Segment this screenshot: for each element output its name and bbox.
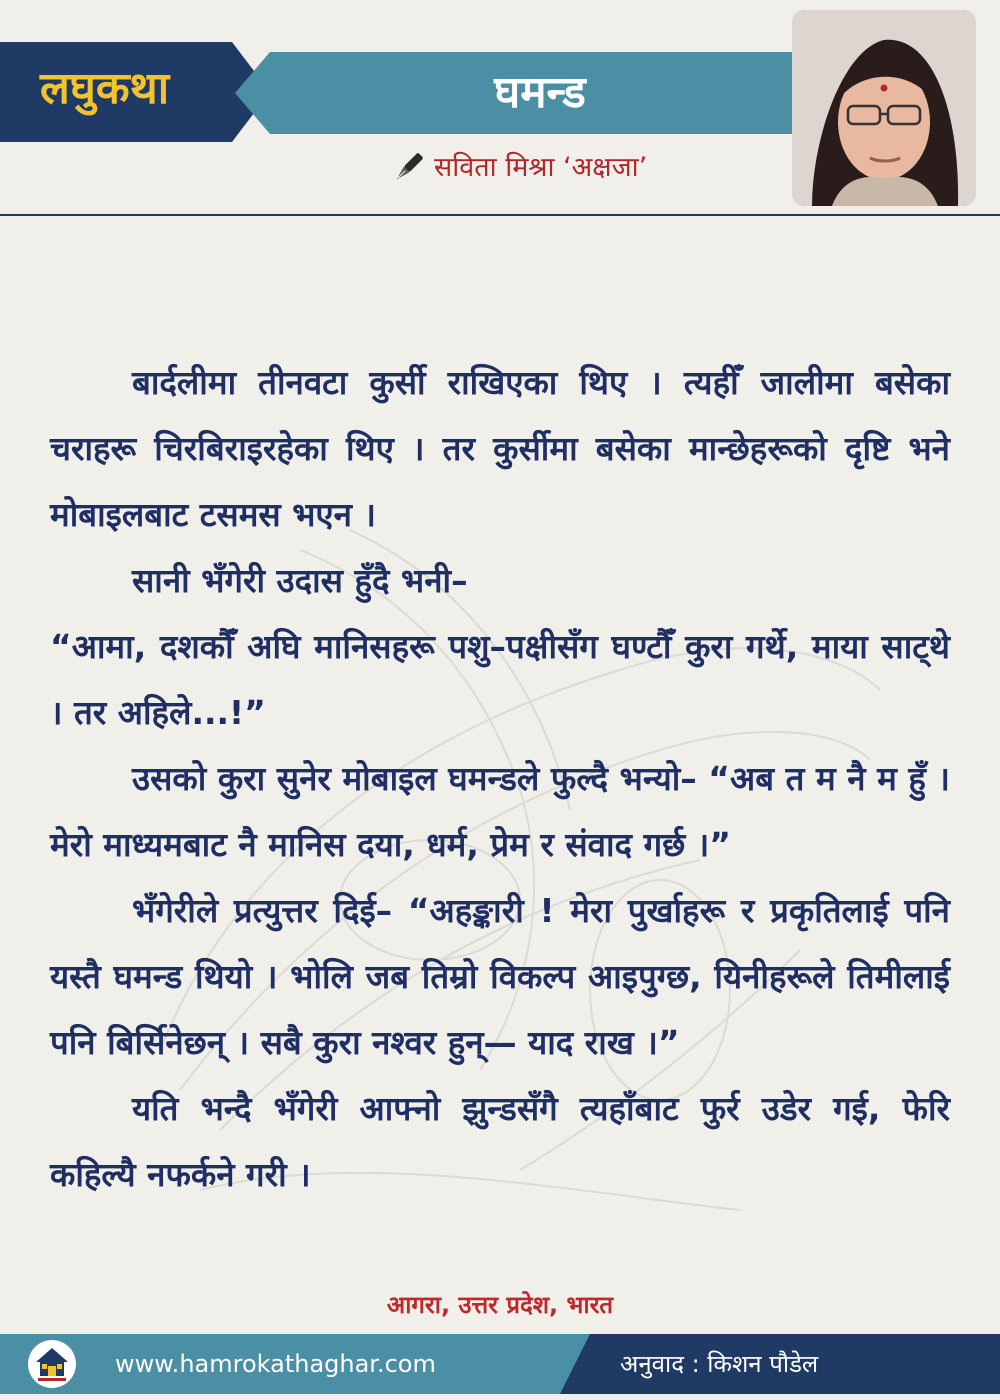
site-logo[interactable] [28, 1340, 76, 1388]
pen-nib-icon [390, 150, 426, 186]
website-link[interactable]: www.hamrokathaghar.com [115, 1350, 436, 1378]
story-paragraph: “आमा, दशकौँ अघि मानिसहरू पशु–पक्षीसँग घण्टौँ कुरा गर्थे, माया साट्थे । तर अहिले...!” [50, 627, 950, 732]
story-paragraph: उसको कुरा सुनेर मोबाइल घमन्डले फुल्दै भन्यो– “अब त म नै म हुँ । मेरो माध्यमबाट नै मानिस दया, धर्म, प्रेम र संवाद गर्छ ।” [50, 759, 950, 864]
author-byline [390, 148, 647, 188]
author-portrait-icon [792, 10, 976, 206]
story-paragraph: बार्दलीमा तीनवटा कुर्सी राखिएका थिए । त्यहीँ जालीमा बसेका चराहरू चिरबिराइरहेका थिए । तर कुर्सीमा बसेका मान्छेहरूको दृष्टि भने मोबाइलबाट टसमस भएन । [50, 363, 950, 534]
author-name: सविता मिश्रा ‘अक्षजा’ [434, 152, 648, 183]
author-photo [792, 10, 976, 206]
house-logo-icon [28, 1340, 76, 1388]
story-paragraph: भँगेरीले प्रत्युत्तर दिई– “अहङ्कारी ! मेरा पुर्खाहरू र प्रकृतिलाई पनि यस्तै घमन्ड थियो । भोलि जब तिम्रो विकल्प आइपुग्छ, यिनीहरूले तिमीलाई पनि बिर्सिनेछन् । सबै कुरा नश्वर हुन्— याद राख ।” [50, 891, 950, 1062]
header-divider [0, 214, 1000, 216]
translator-credit: अनुवाद : किशन पौडेल [620, 1350, 819, 1378]
genre-label: लघुकथा [40, 63, 170, 114]
story-body [50, 350, 950, 1208]
story-title: घमन्ड [494, 67, 586, 118]
story-paragraph: सानी भँगेरी उदास हुँदै भनी– [132, 561, 468, 600]
story-paragraph: यति भन्दै भँगेरी आफ्नो झुन्डसँगै त्यहाँबाट फुर्र उडेर गई, फेरि कहिल्यै नफर्कने गरी । [50, 1089, 950, 1194]
author-location: आगरा, उत्तर प्रदेश, भारत [386, 1291, 614, 1319]
